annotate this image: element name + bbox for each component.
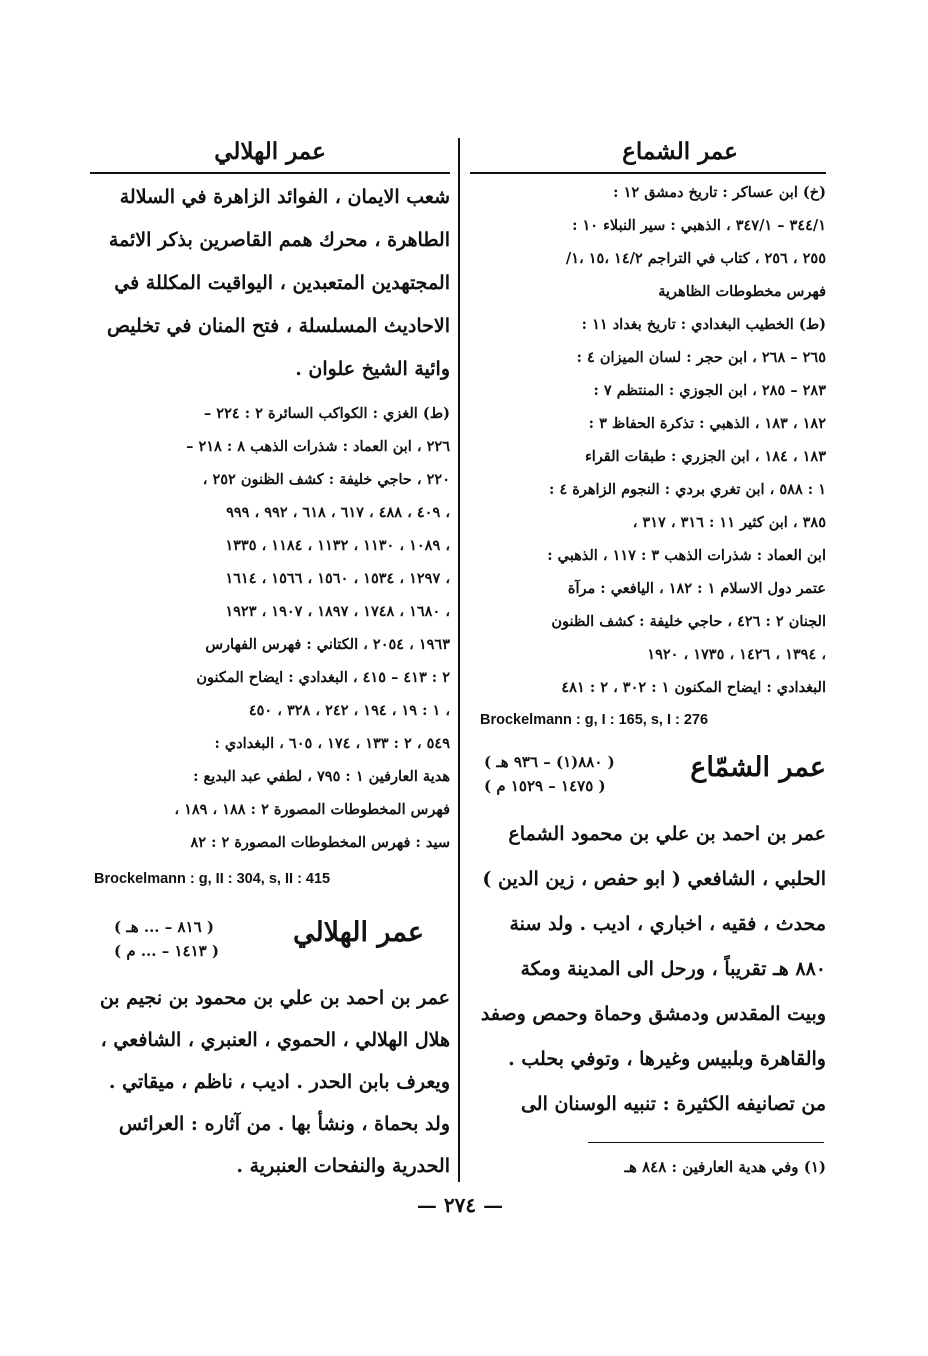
left-bio <box>90 977 450 1187</box>
brockelmann-ref: Brockelmann : g, II : 304, s, II : 415 <box>94 871 331 887</box>
entry-name: عمر الشمّاع <box>690 752 826 783</box>
source-line: ٢٥٥ ، ٢٥٦ ، كتاب في التراجم ١٤/٢ ،١٥ ،١/ <box>565 250 826 267</box>
bio-line: الحلبي ، الشافعي ( ابو حفص ، زين الدين ) <box>482 868 826 890</box>
intro-line: الطاهرة ، محرك همم القاصرين بذكر الائمة <box>108 229 450 251</box>
intro-line: المجتهدين المتعبدين ، اليواقيت المكللة في <box>114 272 450 294</box>
entry-name: عمر الهلالي <box>292 917 424 948</box>
source-line: ٢ : ٤١٣ – ٤١٥ ، البغدادي : ايضاح المكنون <box>196 669 450 686</box>
intro-line: وائية الشيخ علوان . <box>295 358 450 380</box>
bio-line: ولد بحماة ، ونشأ بها . من آثاره : العرائس <box>118 1113 450 1135</box>
source-line: ١٣٩٤ ، ١٤٢٦ ، ١٧٣٥ ، ١٩٢٠ ، <box>647 646 826 663</box>
source-line: (خ) ابن عساكر : تاريخ دمشق ١٢ : <box>613 184 826 201</box>
entry-heading-shammaa <box>470 744 826 808</box>
source-line: فهرس المخطوطات المصورة ٢ : ١٨٨ ، ١٨٩ ، <box>174 801 450 818</box>
header-rule-left <box>90 172 450 174</box>
source-line: (ط) الغزي : الكواكب السائرة ٢ : ٢٢٤ – <box>203 405 450 422</box>
left-column <box>90 176 450 1187</box>
footnote-rule <box>588 1142 824 1143</box>
source-line: ابن العماد : شذرات الذهب ٣ : ١١٧ ، الذهبي : <box>547 547 826 564</box>
source-line: ١ : ٥٨٨ ، ابن تغري بردي : النجوم الزاهرة ٤ : <box>549 481 826 498</box>
brockelmann-ref: Brockelmann : g, I : 165, s, I : 276 <box>480 712 709 728</box>
column-divider <box>458 138 460 1182</box>
right-sources <box>470 176 826 704</box>
source-line: ٢٢٠ ، حاجي خليفة : كشف الظنون ٢٥٢ ، <box>202 471 450 488</box>
source-line: ٣٨٥ ، ابن كثير ١١ : ٣١٦ ، ٣١٧ ، <box>632 514 826 531</box>
source-line: ٢٦٥ – ٢٦٨ ، ابن حجر : لسان الميزان ٤ : <box>576 349 826 366</box>
intro-line: الاحاديث المسلسلة ، فتح المنان في تخليص <box>107 315 450 337</box>
source-line: ١٨٣ ، ١٨٤ ، ابن الجزري : طبقات القراء <box>584 448 826 465</box>
bio-line: والقاهرة وبلبيس وغيرها ، وتوفي بحلب . <box>508 1048 826 1070</box>
page-header-left: عمر الهلالي <box>214 138 326 165</box>
bio-line: من تصانيفه الكثيرة : تنبيه الوسنان الى <box>520 1093 826 1115</box>
source-line: سيد : فهرس المخطوطات المصورة ٢ : ٨٢ <box>190 834 450 851</box>
source-line: ٢٢٦ ، ابن العماد : شذرات الذهب ٨ : ٢١٨ – <box>186 438 450 455</box>
page-number: — ٢٧٤ — <box>416 1193 504 1217</box>
entry-dates-gregorian: ( ١٤١٣ – ... م ) <box>114 942 220 960</box>
source-line: ٥٤٩ ، ٢ : ١٣٣ ، ١٧٤ ، ٦٠٥ ، البغدادي : <box>214 735 450 752</box>
bio-line: عمر بن احمد بن علي بن محمود الشماع <box>508 823 826 845</box>
source-line: هدية العارفين ١ : ٧٩٥ ، لطفي عبد البديع : <box>193 768 450 785</box>
bio-line: ٨٨٠ هـ تقريباً ، ورحل الى المدينة ومكة <box>520 958 826 980</box>
right-bio <box>470 812 826 1127</box>
entry-dates-gregorian: ( ١٤٧٥ – ١٥٢٩ م ) <box>484 777 606 795</box>
source-line: فهرس مخطوطات الظاهرية <box>658 283 826 300</box>
source-line: ١٨٢ ، ١٨٣ ، الذهبي : تذكرة الحفاظ ٣ : <box>588 415 826 432</box>
source-line: ١٢٩٧ ، ١٥٣٤ ، ١٥٦٠ ، ١٥٦٦ ، ١٦١٤ ، <box>225 570 450 587</box>
bio-line: محدث ، فقيه ، اخباري ، اديب . ولد سنة <box>509 913 826 935</box>
source-line: الجنان ٢ : ٤٢٦ ، حاجي خليفة : كشف الظنون <box>551 613 826 630</box>
source-line: (ط) الخطيب البغدادي : تاريخ بغداد ١١ : <box>581 316 826 333</box>
source-line: ١٦٨٠ ، ١٧٤٨ ، ١٨٩٧ ، ١٩٠٧ ، ١٩٢٣ ، <box>225 603 450 620</box>
intro-line: شعب الايمان ، الفوائد الزاهرة في السلالة <box>119 186 450 208</box>
source-line: البغدادي : ايضاح المكنون ١ : ٣٠٢ ، ٢ : ٤٨١ <box>561 679 826 696</box>
source-line: عتمر دول الاسلام ١ : ١٨٢ ، اليافعي : مرآة <box>567 580 826 597</box>
source-line: ١٠٨٩ ، ١١٣٠ ، ١١٣٢ ، ١١٨٤ ، ١٣٣٥ ، <box>225 537 450 554</box>
entry-dates-hijri: ( ٨٨٠(١) – ٩٣٦ هـ ) <box>484 753 615 771</box>
source-line: ٣٤٤/١ – ٣٤٧/١ ، الذهبي : سير النبلاء ١٠ : <box>572 217 826 234</box>
source-line: ٢٨٣ – ٢٨٥ ، ابن الجوزي : المنتظم ٧ : <box>593 382 826 399</box>
bio-line: الحدرية والنفحات العنبرية . <box>236 1155 450 1177</box>
source-line: ١ : ١٩ ، ١٩٤ ، ٢٤٢ ، ٣٢٨ ، ٤٥٠ ، <box>248 702 450 719</box>
bio-line: وبيت المقدس ودمشق وحماة وحمص وصفد <box>480 1003 826 1025</box>
footnote: (١) وفي هدية العارفين : ٨٤٨ هـ <box>624 1158 826 1176</box>
source-line: ١٩٦٣ ، ٢٠٥٤ ، الكتاني : فهرس الفهارس <box>205 636 450 653</box>
left-intro <box>90 176 450 391</box>
bio-line: هلال الهلالي ، الحموي ، العنبري ، الشافعي ، <box>100 1029 450 1051</box>
bio-line: ويعرف بابن الحدر . اديب ، ناظم ، ميقاتي . <box>108 1071 450 1093</box>
entry-dates-hijri: ( ٨١٦ – ... هـ ) <box>114 918 214 936</box>
source-line: ٤٠٩ ، ٤٨٨ ، ٦١٧ ، ٦١٨ ، ٩٩٢ ، ٩٩٩ ، <box>226 504 450 521</box>
bio-line: عمر بن احمد بن علي بن محمود بن نجيم بن <box>99 987 450 1009</box>
left-sources <box>90 397 450 859</box>
header-rule-right <box>470 172 826 174</box>
page-header-right: عمر الشماع <box>622 138 738 165</box>
right-column <box>470 176 826 1127</box>
entry-heading-hilali <box>90 909 450 973</box>
